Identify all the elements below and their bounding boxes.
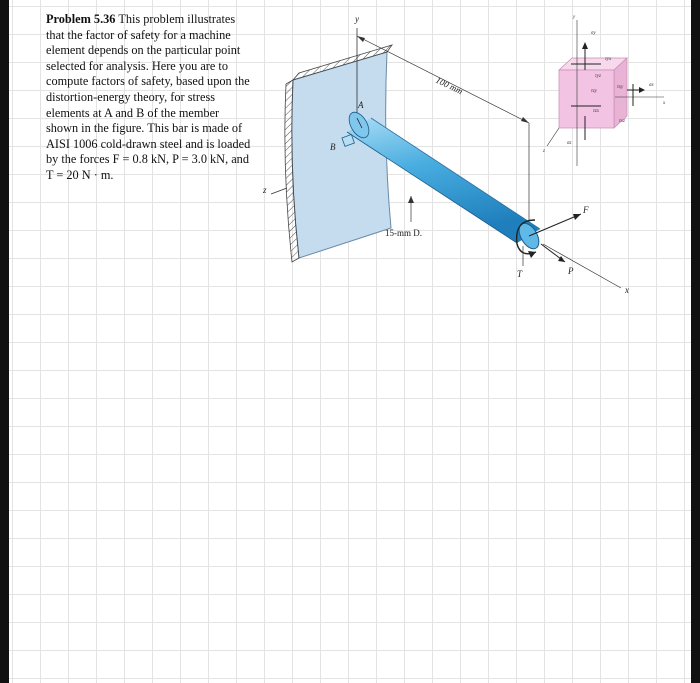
element-x-label: x <box>663 101 666 106</box>
problem-statement <box>46 12 251 184</box>
force-p-label: P <box>568 266 574 276</box>
machine-element-figure <box>259 0 679 300</box>
stress-tau-zx: τzx <box>593 109 599 114</box>
stress-sigma-z: σz <box>567 141 572 146</box>
stress-sigma-y: σy <box>591 31 596 36</box>
torque-t-label: T <box>517 269 523 279</box>
left-frame-border <box>0 0 9 683</box>
element-y-label: y <box>573 15 576 20</box>
problem-body: This problem illustrates that the factor of safety for a machine element depends on the particular point selected for analysis. Here you are to compute factors of safety, based upon the distortion-energy theory, for stress elements at A and B of the member shown in the figure. This bar is made of AISI 1006 cold-drawn steel and is loaded by the forces F = 0.8 kN, P = 3.0 kN, and T = 20 N · m. <box>46 12 251 182</box>
wall-support <box>285 45 392 262</box>
diameter-label: 15-mm D. <box>385 228 422 238</box>
point-b-label: B <box>330 142 336 152</box>
stress-tau-yz: τyz <box>595 74 601 79</box>
dimension-length-label: 100 mm <box>434 74 465 97</box>
stress-tau-xz: τxz <box>619 119 625 124</box>
z-axis-label: z <box>263 185 267 195</box>
z-axis-line <box>271 188 287 194</box>
stress-sigma-x: σx <box>649 83 654 88</box>
element-z-label: z <box>543 149 545 154</box>
stress-tau-zy: τzy <box>591 89 597 94</box>
y-axis-label: y <box>355 14 359 24</box>
force-f-label: F <box>583 205 589 215</box>
point-a-label: A <box>358 100 364 110</box>
stress-tau-yx: τyx <box>605 57 612 62</box>
right-frame-border <box>691 0 700 683</box>
end-loads <box>517 205 629 295</box>
problem-heading: Problem 5.36 <box>46 12 116 26</box>
graph-paper-sheet <box>9 0 691 683</box>
stress-element <box>542 15 666 166</box>
stress-tau-xy: τxy <box>617 85 624 90</box>
x-axis-label: x <box>625 285 629 295</box>
